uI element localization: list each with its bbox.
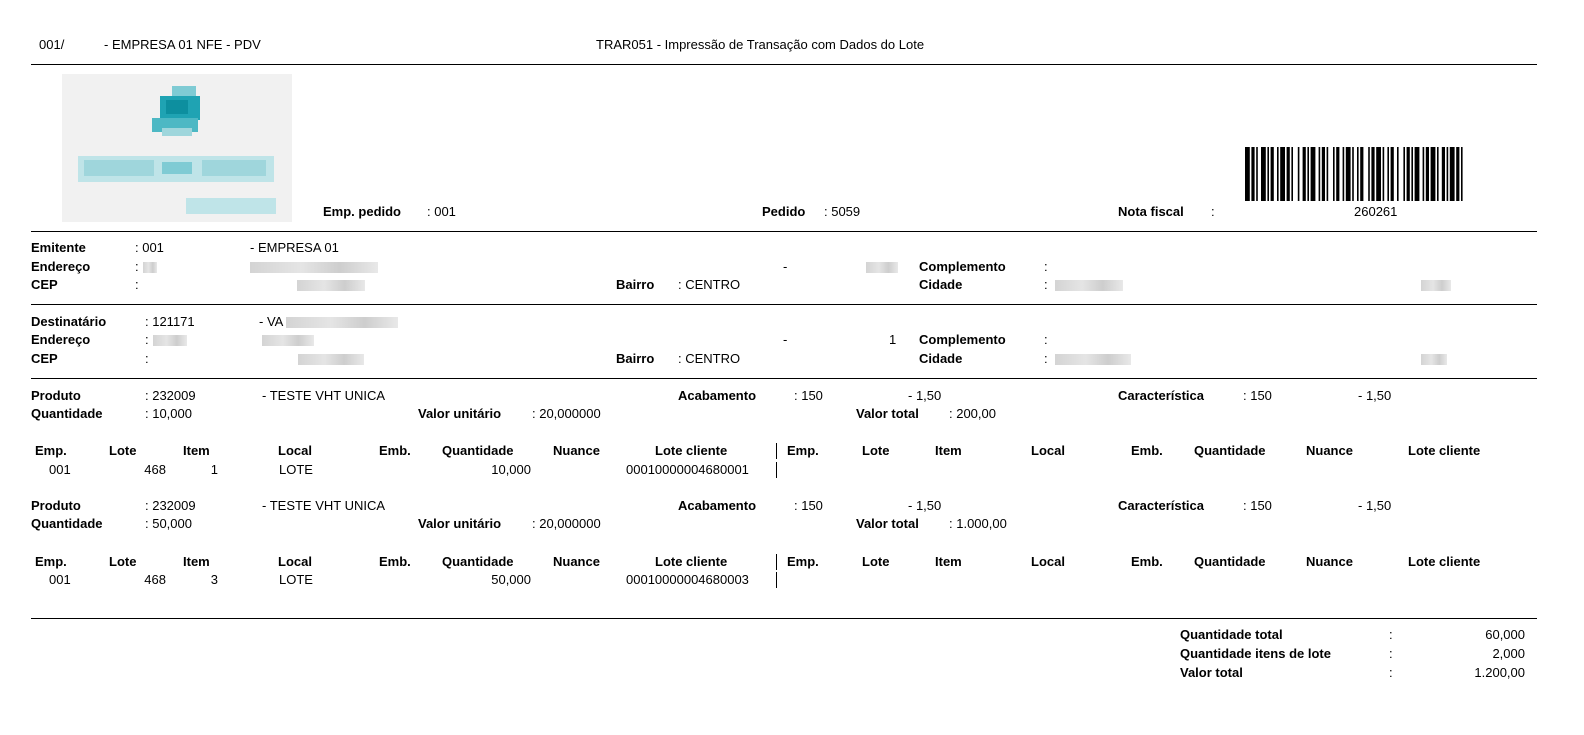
col-nuance: Nuance — [553, 554, 600, 569]
valor-unitario-label: Valor unitário — [418, 516, 502, 531]
destinatario-number: 1 — [889, 332, 897, 347]
acabamento-label: Acabamento — [678, 498, 757, 513]
company-logo-icon — [62, 74, 292, 222]
acabamento-desc: - 1,50 — [908, 388, 942, 403]
lot-emp: 001 — [49, 462, 71, 477]
redacted-text — [286, 317, 398, 328]
redacted-text — [1421, 354, 1447, 365]
column-separator — [776, 462, 777, 478]
col-nuance: Nuance — [553, 443, 600, 458]
redacted-text — [262, 335, 314, 346]
produto-code: : 232009 — [145, 388, 196, 403]
nota-fiscal-label: Nota fiscal — [1118, 204, 1184, 219]
col-emb: Emb. — [1131, 554, 1163, 569]
valor-total-label: Valor total — [856, 406, 919, 421]
quantidade-total-label: Quantidade total — [1180, 627, 1283, 642]
emitente-complemento-label: Complemento — [919, 259, 1006, 274]
valor-unitario-label: Valor unitário — [418, 406, 502, 421]
divider — [31, 618, 1537, 619]
column-separator — [776, 443, 777, 459]
emitente-name: - EMPRESA 01 — [250, 240, 339, 255]
destinatario-cidade-colon: : — [1044, 351, 1048, 366]
caracteristica-desc: - 1,50 — [1358, 498, 1392, 513]
col-lote-cliente: Lote cliente — [655, 554, 728, 569]
destinatario-cep-label: CEP — [31, 351, 58, 366]
valor-total-value: : 200,00 — [949, 406, 996, 421]
totals-colon: : — [1389, 665, 1393, 680]
acabamento-desc: - 1,50 — [908, 498, 942, 513]
emp-pedido-label: Emp. pedido — [323, 204, 401, 219]
emitente-cep-label: CEP — [31, 277, 58, 292]
divider — [31, 304, 1537, 305]
col-emp: Emp. — [35, 443, 67, 458]
redacted-text — [1055, 354, 1131, 365]
caracteristica-label: Característica — [1118, 498, 1204, 513]
lot-item: 1 — [210, 462, 218, 477]
redacted-text — [1421, 280, 1451, 291]
col-nuance: Nuance — [1306, 443, 1353, 458]
valor-total-label: Valor total — [856, 516, 919, 531]
col-lote: Lote — [109, 443, 137, 458]
caracteristica-code: : 150 — [1243, 498, 1272, 513]
valor-unitario-value: : 20,000000 — [532, 516, 601, 531]
lot-local: LOTE — [279, 462, 313, 477]
divider — [31, 64, 1537, 65]
lot-lote-cliente: 00010000004680003 — [626, 572, 749, 587]
emitente-dash: - — [783, 259, 788, 274]
itens-lote-label: Quantidade itens de lote — [1180, 646, 1331, 661]
barcode-icon — [1245, 147, 1495, 201]
divider — [31, 378, 1537, 379]
lot-local: LOTE — [279, 572, 313, 587]
destinatario-name: - VA — [259, 314, 284, 329]
produto-label: Produto — [31, 388, 81, 403]
lot-quantidade: 10,000 — [491, 462, 531, 477]
col-emp: Emp. — [35, 554, 67, 569]
lot-quantidade: 50,000 — [491, 572, 531, 587]
destinatario-bairro-value: : CENTRO — [678, 351, 741, 366]
lot-emp: 001 — [49, 572, 71, 587]
redacted-text — [143, 262, 157, 273]
emitente-code: : 001 — [135, 240, 164, 255]
destinatario-complemento-label: Complemento — [919, 332, 1006, 347]
destinatario-code: : 121171 — [145, 314, 195, 329]
col-item: Item — [935, 554, 962, 569]
acabamento-label: Acabamento — [678, 388, 757, 403]
destinatario-endereco-label: Endereço — [31, 332, 91, 347]
col-lote: Lote — [862, 443, 890, 458]
col-quantidade: Quantidade — [1194, 554, 1266, 569]
quantidade-value: : 10,000 — [145, 406, 192, 421]
column-separator — [776, 572, 777, 588]
col-item: Item — [183, 443, 210, 458]
produto-name: - TESTE VHT UNICA — [262, 498, 386, 513]
col-quantidade: Quantidade — [1194, 443, 1266, 458]
produto-label: Produto — [31, 498, 81, 513]
col-local: Local — [1031, 443, 1065, 458]
report-title: TRAR051 - Impressão de Transação com Dados do Lote — [596, 37, 925, 52]
valor-total-geral-value: 1.200,00 — [1474, 665, 1525, 680]
emitente-bairro-label: Bairro — [616, 277, 655, 292]
col-quantidade: Quantidade — [442, 554, 514, 569]
col-nuance: Nuance — [1306, 554, 1353, 569]
col-emp: Emp. — [787, 443, 819, 458]
emitente-cidade-label: Cidade — [919, 277, 963, 292]
col-emp: Emp. — [787, 554, 819, 569]
barcode-number: 260261 — [1354, 204, 1398, 219]
itens-lote-value: 2,000 — [1492, 646, 1525, 661]
col-local: Local — [1031, 554, 1065, 569]
lot-item: 3 — [210, 572, 218, 587]
destinatario-bairro-label: Bairro — [616, 351, 655, 366]
quantidade-value: : 50,000 — [145, 516, 192, 531]
destinatario-cep-colon: : — [145, 351, 149, 366]
pedido-value: : 5059 — [824, 204, 861, 219]
col-quantidade: Quantidade — [442, 443, 514, 458]
destinatario-endereco-colon: : — [145, 332, 149, 347]
redacted-text — [1055, 280, 1123, 291]
company-logo — [62, 74, 292, 222]
produto-name: - TESTE VHT UNICA — [262, 388, 386, 403]
emitente-cep-colon: : — [135, 277, 139, 292]
totals-colon: : — [1389, 627, 1393, 642]
quantidade-label: Quantidade — [31, 406, 103, 421]
redacted-text — [866, 262, 898, 273]
redacted-text — [153, 335, 187, 346]
lot-lote: 468 — [144, 572, 166, 587]
destinatario-complemento-colon: : — [1044, 332, 1048, 347]
valor-total-geral-label: Valor total — [1180, 665, 1243, 680]
redacted-text — [250, 262, 378, 273]
quantidade-label: Quantidade — [31, 516, 103, 531]
emitente-endereco-colon: : — [135, 259, 139, 274]
redacted-text — [297, 280, 365, 291]
acabamento-code: : 150 — [794, 498, 823, 513]
caracteristica-desc: - 1,50 — [1358, 388, 1392, 403]
acabamento-code: : 150 — [794, 388, 823, 403]
destinatario-label: Destinatário — [31, 314, 107, 329]
pedido-label: Pedido — [762, 204, 806, 219]
redacted-text — [298, 354, 364, 365]
produto-code: : 232009 — [145, 498, 196, 513]
nota-fiscal-colon: : — [1211, 204, 1215, 219]
emitente-bairro-value: : CENTRO — [678, 277, 741, 292]
emitente-cidade-colon: : — [1044, 277, 1048, 292]
company-name: - EMPRESA 01 NFE - PDV — [104, 37, 261, 52]
destinatario-cidade-label: Cidade — [919, 351, 963, 366]
col-local: Local — [278, 554, 312, 569]
destinatario-dash: - — [783, 332, 788, 347]
col-item: Item — [935, 443, 962, 458]
totals-colon: : — [1389, 646, 1393, 661]
col-lote-cliente: Lote cliente — [655, 443, 728, 458]
col-emb: Emb. — [379, 554, 411, 569]
emitente-endereco-label: Endereço — [31, 259, 91, 274]
lot-lote: 468 — [144, 462, 166, 477]
col-lote-cliente: Lote cliente — [1408, 554, 1481, 569]
col-lote: Lote — [109, 554, 137, 569]
col-emb: Emb. — [379, 443, 411, 458]
company-code: 001/ — [39, 37, 65, 52]
valor-total-value: : 1.000,00 — [949, 516, 1007, 531]
emp-pedido-value: : 001 — [427, 204, 456, 219]
caracteristica-code: : 150 — [1243, 388, 1272, 403]
emitente-label: Emitente — [31, 240, 86, 255]
lot-lote-cliente: 00010000004680001 — [626, 462, 749, 477]
quantidade-total-value: 60,000 — [1485, 627, 1525, 642]
valor-unitario-value: : 20,000000 — [532, 406, 601, 421]
col-lote: Lote — [862, 554, 890, 569]
col-emb: Emb. — [1131, 443, 1163, 458]
emitente-complemento-colon: : — [1044, 259, 1048, 274]
caracteristica-label: Característica — [1118, 388, 1204, 403]
divider — [31, 231, 1537, 232]
col-local: Local — [278, 443, 312, 458]
col-item: Item — [183, 554, 210, 569]
col-lote-cliente: Lote cliente — [1408, 443, 1481, 458]
column-separator — [776, 554, 777, 570]
